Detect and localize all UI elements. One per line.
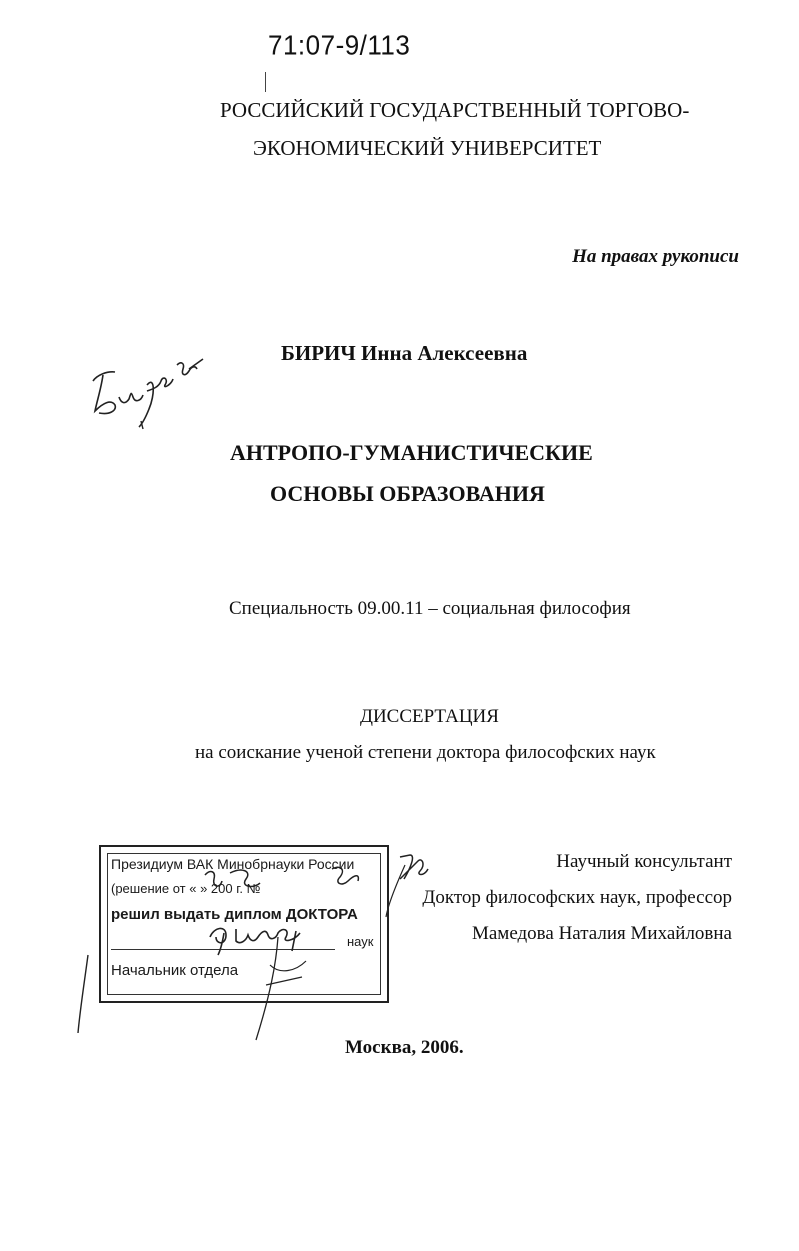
consultant-name: Мамедова Наталия Михайловна bbox=[471, 923, 732, 944]
degree-sought: на соискание ученой степени доктора философских наук bbox=[195, 742, 656, 763]
stamp-line-diploma: решил выдать диплом ДОКТОРА bbox=[111, 906, 358, 923]
stamp-line-science: наук bbox=[347, 934, 374, 949]
dissertation-title-line2: ОСНОВЫ ОБРАЗОВАНИЯ bbox=[270, 481, 545, 506]
catalog-number: 71:07-9/113 bbox=[268, 29, 411, 61]
specialty: Специальность 09.00.11 – социальная философия bbox=[229, 598, 631, 619]
stamp-line-head: Начальник отдела bbox=[111, 962, 239, 979]
university-name-line1: РОССИЙСКИЙ ГОСУДАРСТВЕННЫЙ ТОРГОВО- bbox=[220, 98, 690, 122]
stamp-line-decision: (решение от « » 200 г. № bbox=[111, 881, 261, 896]
consultant-label: Научный консультант bbox=[556, 851, 732, 872]
author-signature bbox=[85, 345, 210, 430]
stamp-line-presidium: Президиум ВАК Минобрнауки России bbox=[111, 856, 355, 872]
consultant-degree: Доктор философских наук, профессор bbox=[422, 887, 732, 908]
university-name-line2: ЭКОНОМИЧЕСКИЙ УНИВЕРСИТЕТ bbox=[253, 136, 602, 160]
manuscript-note: На правах рукописи bbox=[572, 246, 739, 267]
place-and-year: Москва, 2006. bbox=[345, 1037, 464, 1058]
catalog-tick-mark bbox=[265, 72, 266, 92]
author-name: БИРИЧ Инна Алексеевна bbox=[281, 341, 528, 365]
dissertation-label: ДИССЕРТАЦИЯ bbox=[360, 706, 499, 727]
stamp-handwriting bbox=[70, 845, 450, 1060]
dissertation-title-line1: АНТРОПО-ГУМАНИСТИЧЕСКИЕ bbox=[230, 440, 593, 465]
